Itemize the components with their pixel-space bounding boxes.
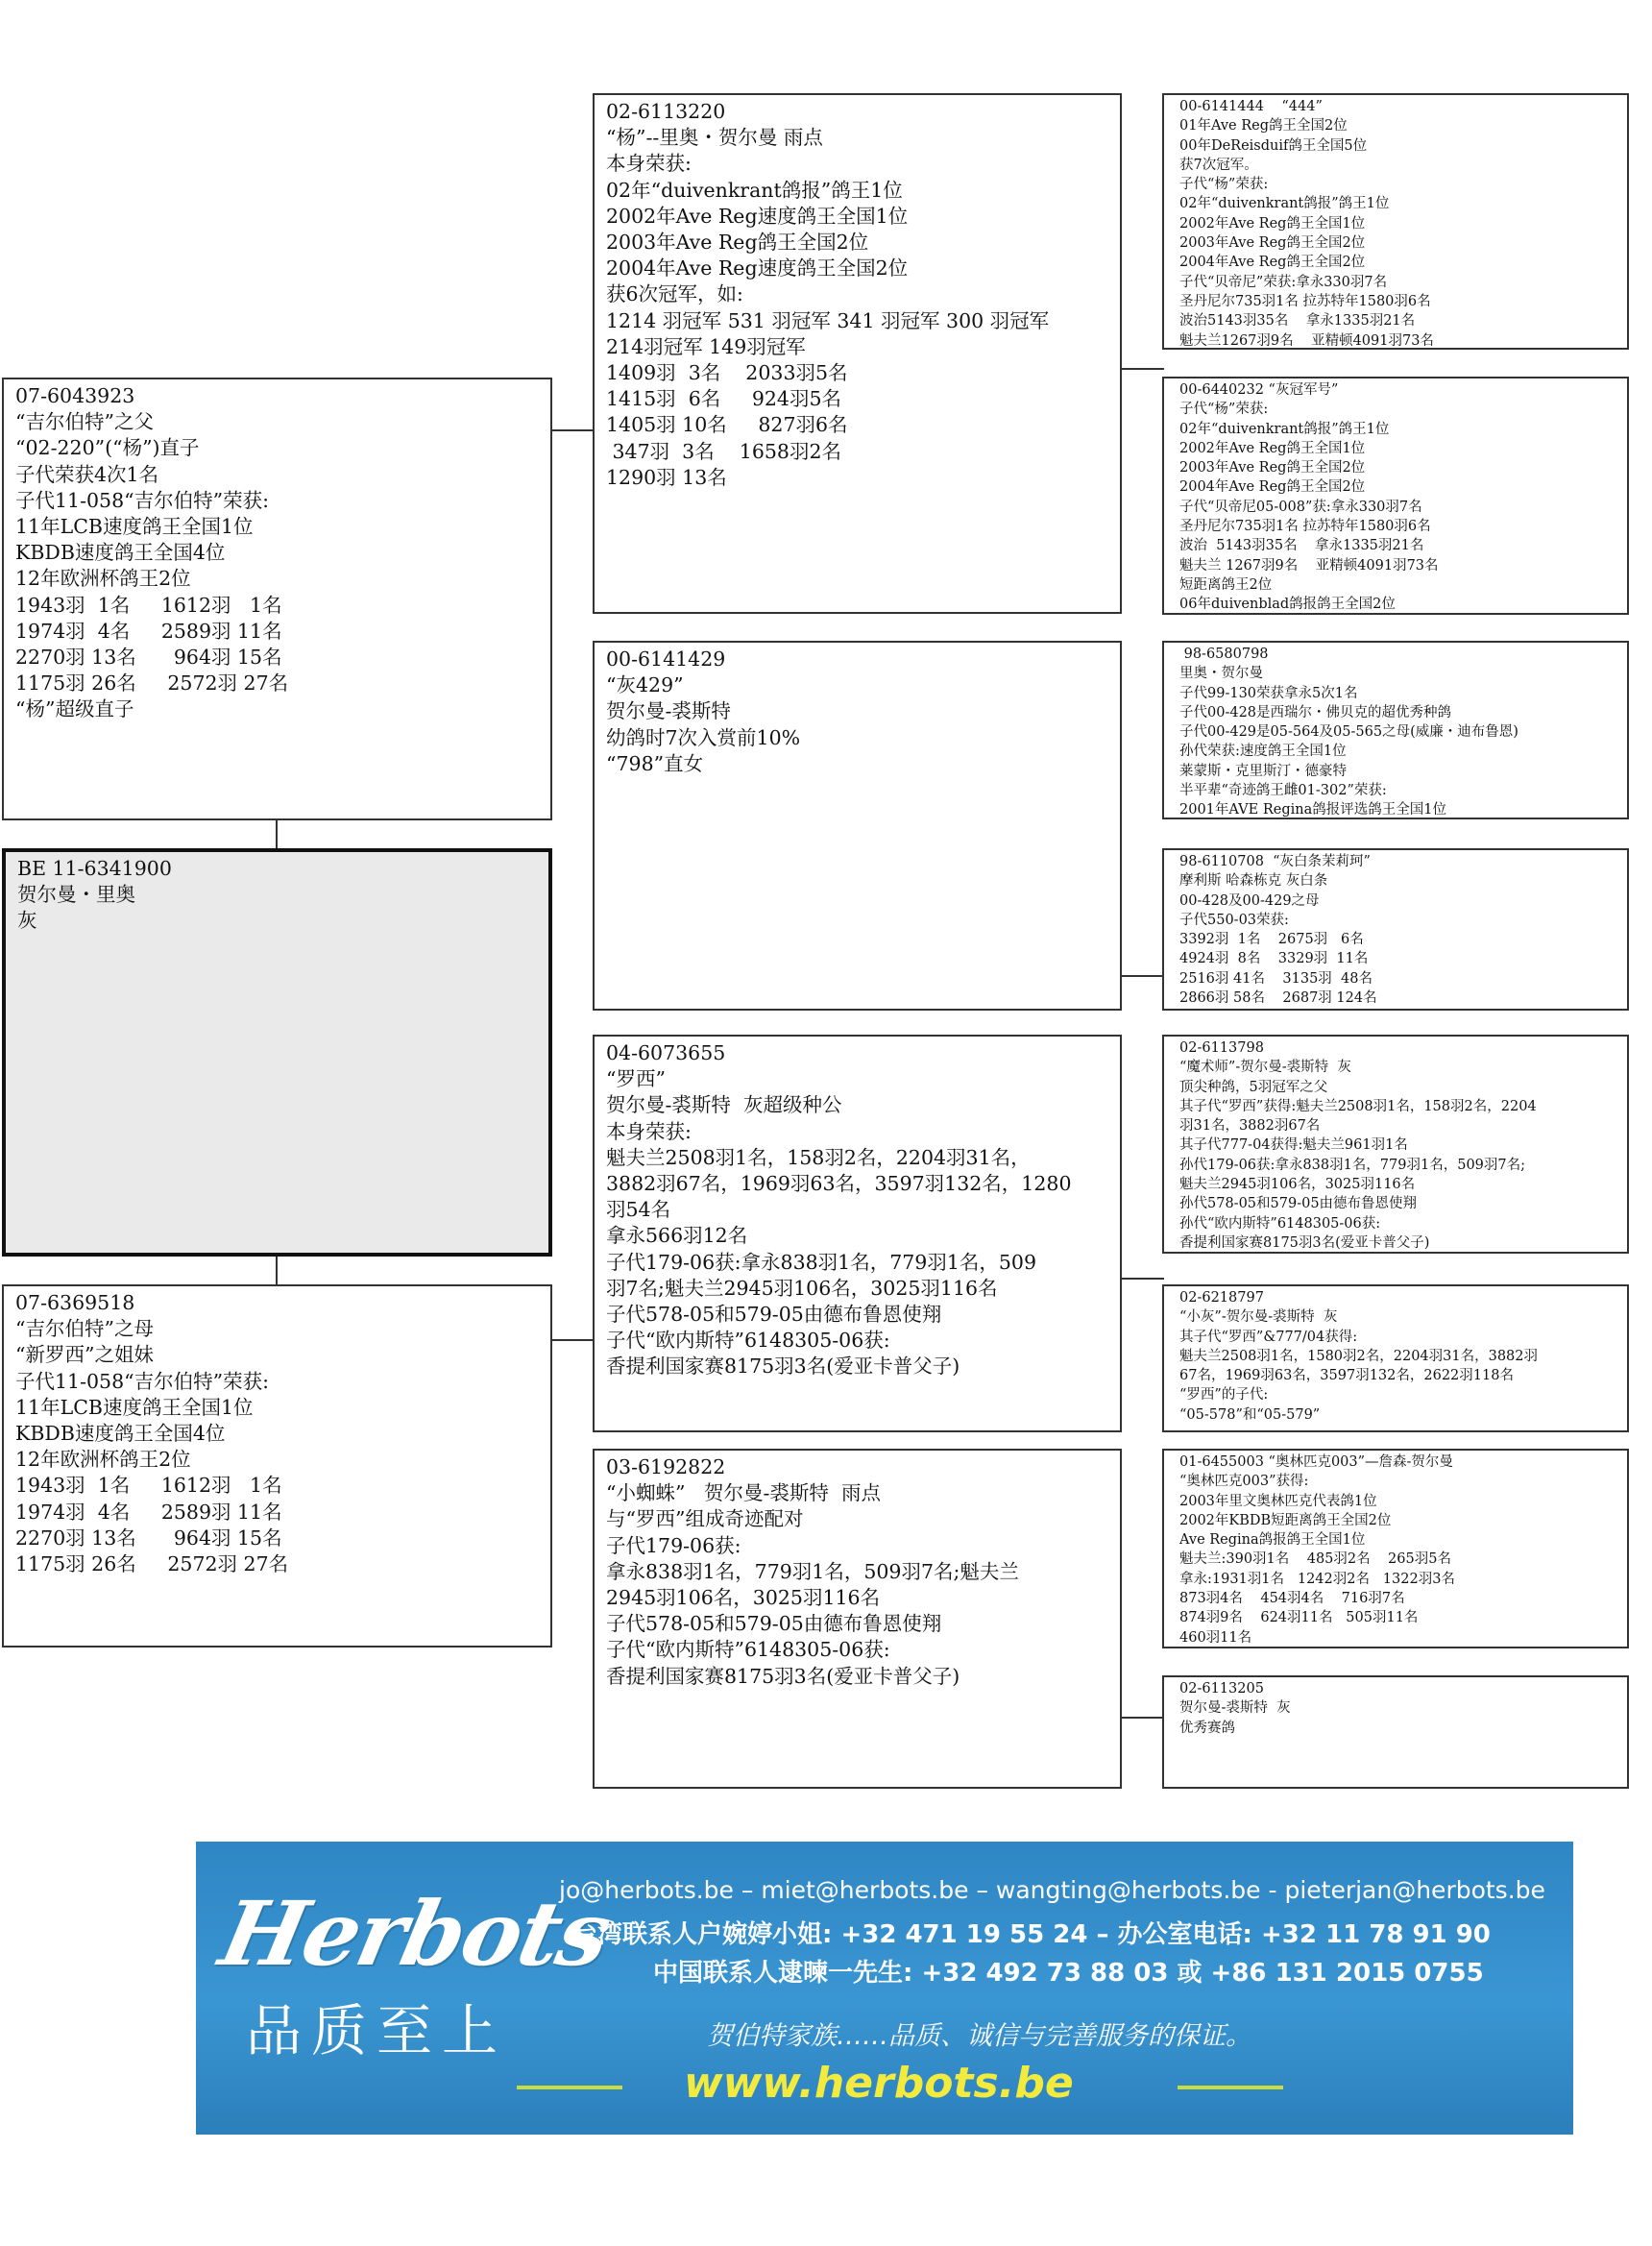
- pedigree-line: 拿永838羽1名，779羽1名，509羽7名;魁夫兰: [606, 1559, 1019, 1583]
- pedigree-line: 07-6043923: [15, 384, 135, 407]
- pedigree-line: 子代“杨”荣获:: [1179, 177, 1269, 193]
- connector: [551, 1339, 595, 1341]
- pedigree-line: “奥林匹克003”获得:: [1179, 1474, 1309, 1490]
- pedigree-line: 贺尔曼-裘斯特 灰: [1179, 1700, 1291, 1717]
- pedigree-line: 孙代“欧内斯特”6148305-06获:: [1179, 1215, 1381, 1232]
- pedigree-line: 圣丹尼尔735羽1名 拉苏特年1580羽6名: [1179, 293, 1431, 309]
- connector: [1121, 368, 1164, 370]
- pedigree-line: “灰429”: [606, 673, 684, 697]
- pedigree-line: 摩利斯 哈森栋克 灰白条: [1179, 873, 1328, 890]
- pedigree-line: “杨”--里奥・贺尔曼 雨点: [606, 126, 823, 150]
- sire-dam-dam-card: [1162, 848, 1629, 1011]
- pedigree-line: 01-6455003 “奥林匹克003”—詹森-贺尔曼: [1179, 1454, 1453, 1470]
- pedigree-line: 魁夫兰:390羽1名 485羽2名 265羽5名: [1179, 1551, 1451, 1568]
- pedigree-line: 02年“duivenkrant鸽报”鸽王1位: [606, 178, 903, 202]
- pedigree-line: 1974羽 4名 2589羽 11名: [15, 619, 282, 643]
- pedigree-line: 子代550-03荣获:: [1179, 912, 1289, 928]
- pedigree-line: 香提利国家赛8175羽3名(爱亚卡普父子): [606, 1664, 960, 1688]
- pedigree-line: “小蜘蛛” 贺尔曼-裘斯特 雨点: [606, 1481, 881, 1505]
- pedigree-line: 2003年里文奥林匹克代表鸽1位: [1179, 1493, 1377, 1509]
- dam-sire-sire-card: [1162, 1035, 1629, 1254]
- connector: [1121, 975, 1164, 977]
- pedigree-line: 2270羽 13名 964羽 15名: [15, 646, 282, 670]
- pedigree-line: “05-578”和“05-579”: [1179, 1406, 1321, 1423]
- pedigree-line: 4924羽 8名 3329羽 11名: [1179, 951, 1369, 967]
- pedigree-line: 3882羽67名，1969羽63名，3597羽132名，1280: [606, 1172, 1072, 1196]
- pedigree-line: 灰: [17, 909, 37, 933]
- pedigree-line: 1415羽 6名 924羽5名: [606, 387, 841, 411]
- pedigree-line: 子代“贝帝尼05-008”获:拿永330羽7名: [1179, 499, 1422, 515]
- pedigree-line: 波治 5143羽35名 拿永1335羽21名: [1179, 538, 1424, 554]
- pedigree-line: 羽7名;魁夫兰2945羽106名，3025羽116名: [606, 1276, 998, 1300]
- pedigree-line: 魁夫兰 1267羽9名 亚精顿4091羽73名: [1179, 557, 1439, 574]
- pedigree-line: 拿永566羽12名: [606, 1224, 748, 1248]
- subject-card: [2, 848, 552, 1257]
- pedigree-line: “魔术师”-贺尔曼-裘斯特 灰: [1179, 1060, 1351, 1076]
- pedigree-line: 2516羽 41名 3135羽 48名: [1179, 970, 1373, 987]
- pedigree-line: 2003年Ave Reg鸽王全国2位: [1179, 235, 1366, 252]
- pedigree-line: 04-6073655: [606, 1041, 726, 1064]
- pedigree-line: 孙代578-05和579-05由德布鲁恩使翔: [1179, 1196, 1418, 1212]
- taiwan-contact: 台湾联系人户婉婷小姐: +32 471 19 55 24 – 办公室电话: +32 11 78 91 90: [572, 1920, 1491, 1949]
- pedigree-line: 子代11-058“吉尔伯特”荣获:: [15, 1369, 270, 1393]
- pedigree-line: 02-6218797: [1179, 1290, 1264, 1306]
- pedigree-line: 00-6440232 “灰冠军号”: [1179, 382, 1339, 398]
- pedigree-line: 00-6141429: [606, 647, 726, 671]
- pedigree-line: 短距离鸽王2位: [1179, 576, 1273, 593]
- pedigree-line: BE 11-6341900: [17, 857, 172, 880]
- dam-sire-dam-card: [1162, 1284, 1629, 1432]
- pedigree-line: 子代“欧内斯特”6148305-06获:: [606, 1638, 890, 1662]
- pedigree-line: “798”直女: [606, 751, 704, 775]
- pedigree-line: 里奥・贺尔曼: [1179, 666, 1263, 682]
- sire-dam-card: [593, 641, 1122, 1011]
- pedigree-line: 01年Ave Reg鸽王全国2位: [1179, 118, 1348, 134]
- pedigree-line: “吉尔伯特”之母: [15, 1317, 154, 1341]
- pedigree-line: 00年DeReisduif鸽王全国5位: [1179, 137, 1368, 154]
- pedigree-line: 子代“欧内斯特”6148305-06获:: [606, 1329, 890, 1353]
- pedigree-line: 幼鸽时7次入赏前10%: [606, 725, 801, 749]
- pedigree-line: 香提利国家赛8175羽3名(爱亚卡普父子): [606, 1355, 960, 1379]
- pedigree-line: 07-6369518: [15, 1291, 135, 1314]
- pedigree-line: 1290羽 13名: [606, 465, 727, 489]
- pedigree-line: 00-428及00-429之母: [1179, 892, 1320, 909]
- pedigree-line: “小灰”-贺尔曼-裘斯特 灰: [1179, 1309, 1338, 1326]
- pedigree-line: 子代荣获4次1名: [15, 462, 159, 486]
- pedigree-line: 11年LCB速度鸽王全国1位: [15, 1395, 254, 1419]
- pedigree-line: 顶尖种鸽，5羽冠军之父: [1179, 1079, 1328, 1095]
- footer-banner: [196, 1842, 1573, 2135]
- connector: [551, 429, 595, 431]
- pedigree-line: 347羽 3名 1658羽2名: [606, 439, 841, 463]
- pedigree-line: 2002年Ave Reg鸽王全国1位: [1179, 440, 1366, 456]
- pedigree-line: KBDB速度鸽王全国4位: [15, 541, 226, 565]
- pedigree-line: 2002年Ave Reg鸽王全国1位: [1179, 215, 1366, 232]
- pedigree-line: 获7次冠军。: [1179, 157, 1258, 173]
- pedigree-line: “罗西”的子代:: [1179, 1387, 1269, 1404]
- pedigree-line: 214羽冠军 149羽冠军: [606, 334, 806, 358]
- pedigree-line: 874羽9名 624羽11名 505羽11名: [1179, 1610, 1419, 1626]
- pedigree-line: 子代99-130荣获拿永5次1名: [1179, 685, 1358, 701]
- pedigree-line: 子代“贝帝尼”荣获:拿永330羽7名: [1179, 274, 1388, 290]
- pedigree-line: “罗西”: [606, 1067, 666, 1091]
- pedigree-line: 02-6113205: [1179, 1681, 1264, 1697]
- pedigree-line: 2003年Ave Reg鸽王全国2位: [606, 231, 869, 255]
- pedigree-line: “吉尔伯特”之父: [15, 410, 154, 434]
- pedigree-line: 1974羽 4名 2589羽 11名: [15, 1500, 282, 1524]
- website-link[interactable]: www.herbots.be: [684, 2059, 1074, 2108]
- pedigree-line: 1409羽 3名 2033羽5名: [606, 361, 848, 385]
- pedigree-line: 贺尔曼・里奥: [17, 883, 135, 907]
- pedigree-line: 魁夫兰2508羽1名，1580羽2名，2204羽31名，3882羽: [1179, 1348, 1539, 1364]
- pedigree-line: 2004年Ave Reg鸽王全国2位: [1179, 479, 1366, 496]
- dam-card: [2, 1284, 552, 1648]
- contact-emails[interactable]: jo@herbots.be – miet@herbots.be – wangting@herbots.be - pieterjan@herbots.be: [559, 1876, 1545, 1904]
- pedigree-line: 羽54名: [606, 1198, 671, 1222]
- pedigree-line: 2004年Ave Reg鸽王全国2位: [1179, 255, 1366, 271]
- pedigree-line: “杨”超级直子: [15, 697, 134, 721]
- pedigree-line: 子代578-05和579-05由德布鲁恩使翔: [606, 1612, 942, 1636]
- pedigree-line: 2002年KBDB短距离鸽王全国2位: [1179, 1512, 1392, 1528]
- pedigree-line: 子代179-06获:拿永838羽1名，779羽1名，509: [606, 1250, 1037, 1274]
- dam-dam-dam-card: [1162, 1675, 1629, 1789]
- sire-sire-sire-card: [1162, 93, 1629, 350]
- sire-sire-card: [593, 93, 1122, 614]
- pedigree-line: 2866羽 58名 2687羽 124名: [1179, 990, 1377, 1007]
- pedigree-line: 11年LCB速度鸽王全国1位: [15, 515, 254, 539]
- pedigree-line: 2270羽 13名 964羽 15名: [15, 1526, 282, 1550]
- connector: [1121, 1278, 1164, 1280]
- pedigree-line: KBDB速度鸽王全国4位: [15, 1422, 226, 1446]
- pedigree-line: Ave Regina鸽报鸽王全国1位: [1179, 1532, 1366, 1549]
- herbots-logo: Herbots: [211, 1882, 619, 1986]
- pedigree-line: 02-6113798: [1179, 1040, 1264, 1056]
- pedigree-line: 03-6192822: [606, 1455, 726, 1478]
- dam-dam-sire-card: [1162, 1449, 1629, 1648]
- pedigree-line: 02-6113220: [606, 100, 726, 123]
- pedigree-line: 子代“杨”荣获:: [1179, 402, 1269, 418]
- pedigree-line: 06年duivenblad鸽报鸽王全国2位: [1179, 597, 1396, 613]
- pedigree-line: 与“罗西”组成奇迹配对: [606, 1507, 804, 1531]
- pedigree-line: 1943羽 1名 1612羽 1名: [15, 593, 282, 617]
- pedigree-line: 本身荣获:: [606, 152, 692, 176]
- china-contact: 中国联系人逮暕一先生: +32 492 73 88 03 或 +86 131 2015 0755: [653, 1959, 1484, 1988]
- pedigree-line: 1214 羽冠军 531 羽冠军 341 羽冠军 300 羽冠军: [606, 308, 1050, 332]
- pedigree-line: 孙代荣获:速度鸽王全国1位: [1179, 744, 1347, 760]
- pedigree-line: 00-6141444 “444”: [1179, 99, 1323, 114]
- pedigree-line: 02年“duivenkrant鸽报”鸽王1位: [1179, 421, 1390, 437]
- pedigree-line: 02年“duivenkrant鸽报”鸽王1位: [1179, 196, 1390, 212]
- pedigree-line: 2003年Ave Reg鸽王全国2位: [1179, 460, 1366, 476]
- pedigree-line: 1175羽 26名 2572羽 27名: [15, 1552, 289, 1576]
- pedigree-line: 魁夫兰1267羽9名 亚精顿4091羽73名: [1179, 332, 1434, 349]
- connector: [1121, 1717, 1164, 1719]
- sire-dam-sire-card: [1162, 641, 1629, 819]
- pedigree-line: 1405羽 10名 827羽6名: [606, 413, 848, 437]
- pedigree-line: 3392羽 1名 2675羽 6名: [1179, 932, 1364, 948]
- pedigree-line: 半平辈“奇迹鸽王雌01-302”荣获:: [1179, 783, 1387, 799]
- sire-sire-dam-card: [1162, 377, 1629, 615]
- pedigree-line: 其子代777-04获得:魁夫兰961羽1名: [1179, 1137, 1408, 1154]
- pedigree-line: 子代578-05和579-05由德布鲁恩使翔: [606, 1303, 942, 1327]
- pedigree-line: 12年欧洲杯鸽王2位: [15, 567, 191, 591]
- pedigree-line: 子代179-06获:: [606, 1533, 741, 1557]
- brand-tagline: 品质至上: [246, 1998, 508, 2063]
- connector: [276, 819, 278, 848]
- pedigree-line: 2945羽106名，3025羽116名: [606, 1586, 881, 1610]
- pedigree-line: 孙代179-06获:拿永838羽1名，779羽1名，509羽7名;: [1179, 1157, 1525, 1173]
- pedigree-line: 2001年AVE Regina鸽报评选鸽王全国1位: [1179, 802, 1446, 818]
- pedigree-line: 子代11-058“吉尔伯特”荣获:: [15, 488, 270, 512]
- pedigree-line: 本身荣获:: [606, 1119, 692, 1143]
- pedigree-line: 其子代“罗西”&777/04获得:: [1179, 1329, 1358, 1345]
- connector: [276, 1256, 278, 1284]
- pedigree-line: 其子代“罗西”获得:魁夫兰2508羽1名，158羽2名，2204: [1179, 1098, 1537, 1114]
- accent-bar-left: [517, 2086, 622, 2089]
- pedigree-line: 圣丹尼尔735羽1名 拉苏特年1580羽6名: [1179, 519, 1431, 535]
- pedigree-line: 羽31名，3882羽67名: [1179, 1118, 1321, 1135]
- pedigree-line: 98-6110708 “灰白条茉莉珂”: [1179, 854, 1371, 869]
- pedigree-line: 波治5143羽35名 拿永1335羽21名: [1179, 313, 1416, 330]
- pedigree-line: 1943羽 1名 1612羽 1名: [15, 1474, 282, 1498]
- pedigree-line: 2002年Ave Reg速度鸽王全国1位: [606, 204, 909, 228]
- pedigree-line: 香提利国家赛8175羽3名(爱亚卡普父子): [1179, 1234, 1430, 1251]
- dam-dam-card: [593, 1449, 1122, 1789]
- pedigree-line: 98-6580798: [1179, 647, 1269, 662]
- pedigree-line: 拿永:1931羽1名 1242羽2名 1322羽3名: [1179, 1571, 1455, 1587]
- pedigree-line: 获6次冠军，如:: [606, 282, 743, 306]
- pedigree-line: 1175羽 26名 2572羽 27名: [15, 671, 289, 696]
- sire-card: [2, 378, 552, 820]
- pedigree-line: “02-220”(“杨”)直子: [15, 436, 200, 460]
- pedigree-line: 优秀赛鸽: [1179, 1720, 1235, 1736]
- pedigree-line: 莱蒙斯・克里斯汀・德豪特: [1179, 763, 1347, 779]
- pedigree-line: 873羽4名 454羽4名 716羽7名: [1179, 1591, 1405, 1607]
- dam-sire-card: [593, 1035, 1122, 1432]
- pedigree-line: 魁夫兰2945羽106名，3025羽116名: [1179, 1177, 1416, 1193]
- pedigree-line: 子代00-429是05-564及05-565之母(威廉・迪布鲁恩): [1179, 724, 1518, 741]
- pedigree-line: 12年欧洲杯鸽王2位: [15, 1448, 191, 1472]
- pedigree-line: 460羽11名: [1179, 1629, 1252, 1646]
- pedigree-line: 魁夫兰2508羽1名，158羽2名，2204羽31名，: [606, 1145, 1031, 1169]
- accent-bar-right: [1178, 2086, 1283, 2089]
- pedigree-line: 2004年Ave Reg速度鸽王全国2位: [606, 256, 909, 281]
- slogan: 贺伯特家族……品质、诚信与完善服务的保证。: [707, 2021, 1251, 2051]
- pedigree-line: “新罗西”之姐妹: [15, 1343, 154, 1367]
- pedigree-line: 67名，1969羽63名，3597羽132名，2622羽118名: [1179, 1368, 1514, 1384]
- pedigree-line: 贺尔曼-裘斯特: [606, 699, 731, 723]
- pedigree-line: 贺尔曼-裘斯特 灰超级种公: [606, 1093, 842, 1117]
- pedigree-line: 子代00-428是西瑞尔・佛贝克的超优秀种鸽: [1179, 704, 1452, 720]
